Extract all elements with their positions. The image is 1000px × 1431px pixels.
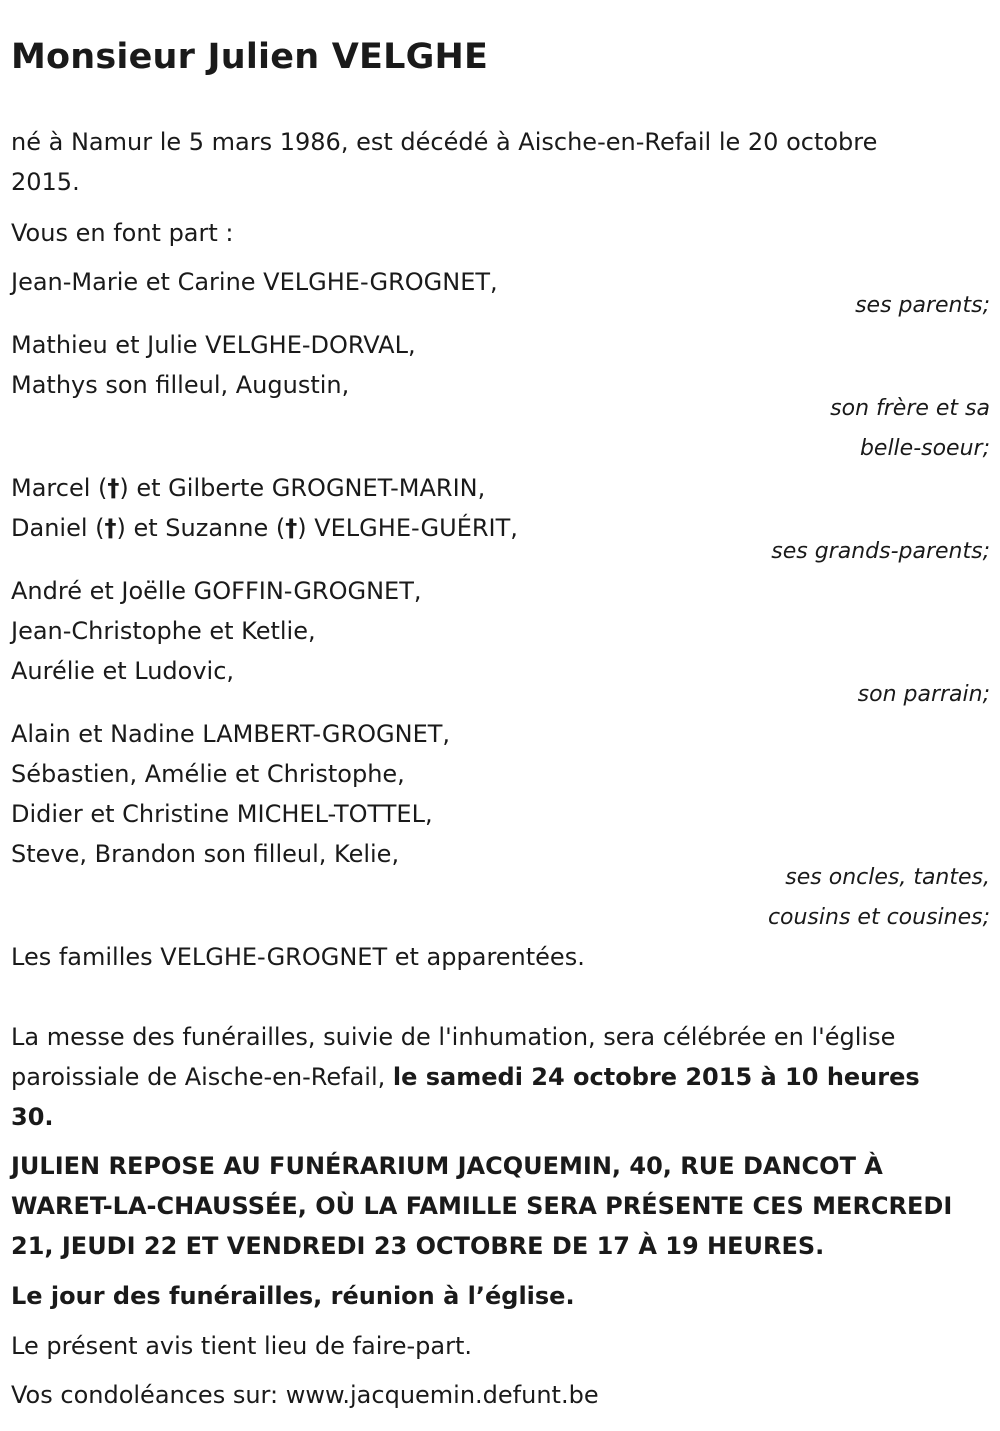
cross-icon: † — [107, 474, 120, 502]
family-line: Steve, Brandon son filleul, Kelie, — [11, 840, 400, 868]
cross-icon: † — [104, 514, 117, 542]
intro-line: 2015. — [11, 168, 80, 196]
family-line: Mathieu et Julie VELGHE-DORVAL, — [11, 331, 416, 359]
cross-icon: † — [285, 514, 298, 542]
mass-paragraph — [11, 1017, 920, 1137]
role-line: son frère et sa — [830, 396, 990, 421]
group-grandparents — [11, 468, 518, 548]
families-text: Les familles VELGHE-GROGNET et apparentées. — [11, 943, 585, 971]
family-line: Aurélie et Ludovic, — [11, 657, 235, 685]
role-line: son parrain; — [857, 682, 990, 707]
role-grandparents — [771, 532, 990, 572]
intro-paragraph — [11, 122, 877, 202]
page-title: Monsieur Julien VELGHE — [11, 37, 489, 77]
family-line: Daniel (†) et Suzanne (†) VELGHE-GUÉRIT, — [11, 514, 518, 542]
family-line: Jean-Christophe et Ketlie, — [11, 617, 316, 645]
role-line: ses parents; — [855, 293, 990, 318]
mass-line: 30. — [11, 1103, 54, 1131]
role-line: ses oncles, tantes, — [785, 865, 990, 890]
repose-line: WARET-LA-CHAUSSÉE, OÙ LA FAMILLE SERA PRÉSENTE CES MERCREDI — [11, 1192, 953, 1220]
family-line: Jean-Marie et Carine VELGHE-GROGNET, — [11, 268, 498, 296]
family-line: Mathys son filleul, Augustin, — [11, 371, 350, 399]
group-uncles — [11, 714, 450, 874]
mass-datetime: le samedi 24 octobre 2015 à 10 heures — [392, 1063, 920, 1091]
intro-line: né à Namur le 5 mars 1986, est décédé à Aische-en-Refail le 20 octobre — [11, 128, 878, 156]
repose-line: JULIEN REPOSE AU FUNÉRARIUM JACQUEMIN, 40, RUE DANCOT À — [11, 1152, 883, 1180]
repose-paragraph — [11, 1146, 952, 1266]
meeting-text: Le jour des funérailles, réunion à l’église. — [11, 1282, 575, 1310]
role-parents — [855, 286, 990, 326]
family-line: André et Joëlle GOFFIN-GROGNET, — [11, 577, 422, 605]
role-brother — [830, 389, 990, 469]
role-line: cousins et cousines; — [767, 905, 990, 930]
group-godfather — [11, 571, 422, 691]
role-uncles — [768, 858, 990, 938]
condolences-text: Vos condoléances sur: www.jacquemin.defunt.be — [11, 1381, 599, 1409]
announce-text: Vous en font part : — [11, 219, 234, 247]
role-godfather — [858, 675, 990, 715]
repose-line: 21, JEUDI 22 ET VENDREDI 23 OCTOBRE DE 17 À 19 HEURES. — [11, 1232, 825, 1260]
group-parents — [11, 262, 498, 302]
role-line: ses grands-parents; — [771, 539, 990, 564]
family-line: Sébastien, Amélie et Christophe, — [11, 760, 405, 788]
role-line: belle-soeur; — [859, 436, 990, 461]
mass-line: paroissiale de Aische-en-Refail, le samedi 24 octobre 2015 à 10 heures — [11, 1063, 920, 1091]
family-line: Didier et Christine MICHEL-TOTTEL, — [11, 800, 433, 828]
family-line: Marcel (†) et Gilberte GROGNET-MARIN, — [11, 474, 486, 502]
notice-text: Le présent avis tient lieu de faire-part. — [11, 1332, 473, 1360]
obituary-notice — [11, 0, 990, 1431]
family-line: Alain et Nadine LAMBERT-GROGNET, — [11, 720, 451, 748]
group-brother — [11, 325, 416, 405]
mass-line: La messe des funérailles, suivie de l'inhumation, sera célébrée en l'église — [11, 1023, 896, 1051]
